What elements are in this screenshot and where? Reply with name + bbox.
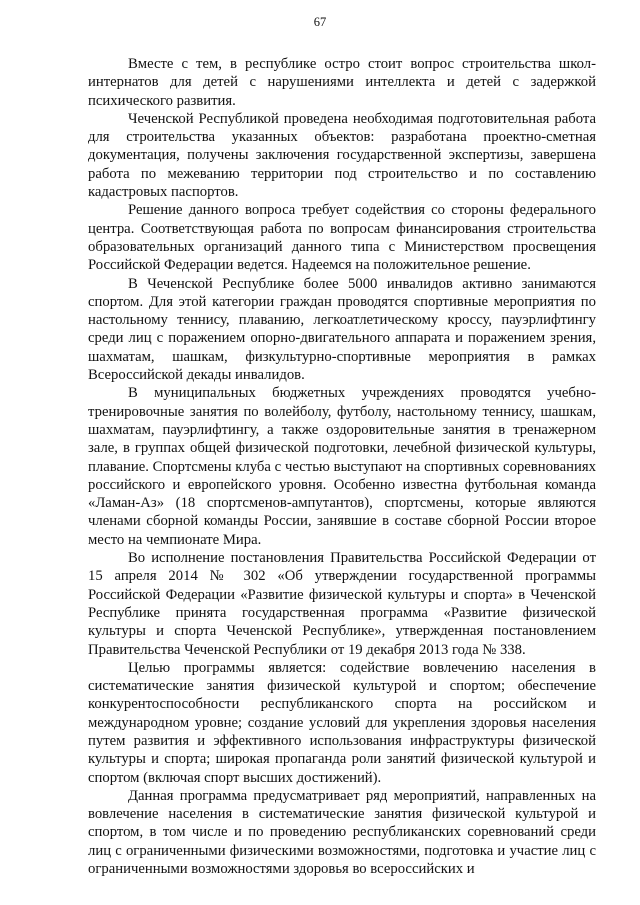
paragraph-school-construction-issue: Вместе с тем, в республике остро стоит вопрос строительства школ-интернатов для детей с нарушениями интеллекта и детей с задержкой психического развития. xyxy=(88,56,596,109)
paragraph-disabled-athletes: В Чеченской Республике более 5000 инвалидов активно занимаются спортом. Для этой категории граждан проводятся спортивные мероприятия по настольному теннису, плаванию, легкоатлетическому кроссу, пауэрлифтингу среди лиц с поражением опорно-двигательного аппарата и поражением зрения, шахматам, шашкам, физкультурно-спортивные мероприятия в рамках Всероссийской декады инвалидов. xyxy=(88,275,596,384)
paragraph-federal-support: Решение данного вопроса требует содействия со стороны федерального центра. Соответствующая работа по вопросам финансирования строительства образовательных организаций данного типа с Министерством просвещения Российской Федерации ведется. Надеемся на положительное решение. xyxy=(88,202,596,274)
paragraph-municipal-institutions: В муниципальных бюджетных учреждениях проводятся учебно-тренировочные занятия по волейболу, футболу, настольному теннису, шашкам, шахматам, пауэрлифтингу, а также оздоровительные занятия в тренажерном зале, в группах общей физической подготовки, лечебной физической культуры, плавание. Спортсмены клуба с честью выступают на спортивных соревнованиях российского и европейского уровня. Особенно известна футбольная команда «Ламан-Аз» (18 спортсменов-ампутантов), спортсмены, которые являются членами сборной команды России, занявшие в составе сборной России второе место на чемпионате Мира. xyxy=(88,385,596,548)
page-number: 67 xyxy=(313,15,327,29)
paragraph-preparatory-work: Чеченской Республикой проведена необходимая подготовительная работа для строительства указанных объектов: разработана проектно-сметная документация, получены заключения государственной экспертизы, завершена работа по межеванию территории под строительство и по составлению кадастровых паспортов. xyxy=(88,110,596,201)
paragraph-government-decree: Во исполнение постановления Правительства Российской Федерации от 15 апреля 2014 № 302 «Об утверждении государственной программы Российской Федерации «Развитие физической культуры и спорта» в Чеченской Республике принята государственная программа «Развитие физической культуры и спорта Чеченской Республике», утвержденная постановлением Правительства Чеченской Республики от 19 декабря 2013 года № 338. xyxy=(88,550,596,658)
paragraph-program-goals: Целью программы является: содействие вовлечению населения в систематические занятия физической культурой и спортом; обеспечение конкурентоспособности республиканского спорта на российском и международном уровне; создание условий для укрепления здоровья населения путем развития и эффективного использования инфраструктуры физической культуры и спорта; широкая пропаганда роли занятий физической культурой и спортом (включая спорт высших достижений). xyxy=(88,659,596,786)
document-body xyxy=(88,55,596,878)
paragraph-program-activities: Данная программа предусматривает ряд мероприятий, направленных на вовлечение населения в систематические занятия физической культурой и спортом, в том числе и по проведению республиканских соревнований среди лиц с ограниченными физическими возможностями, подготовка и участие лиц с ограниченными возможностями здоровья во всероссийских и xyxy=(88,787,596,878)
